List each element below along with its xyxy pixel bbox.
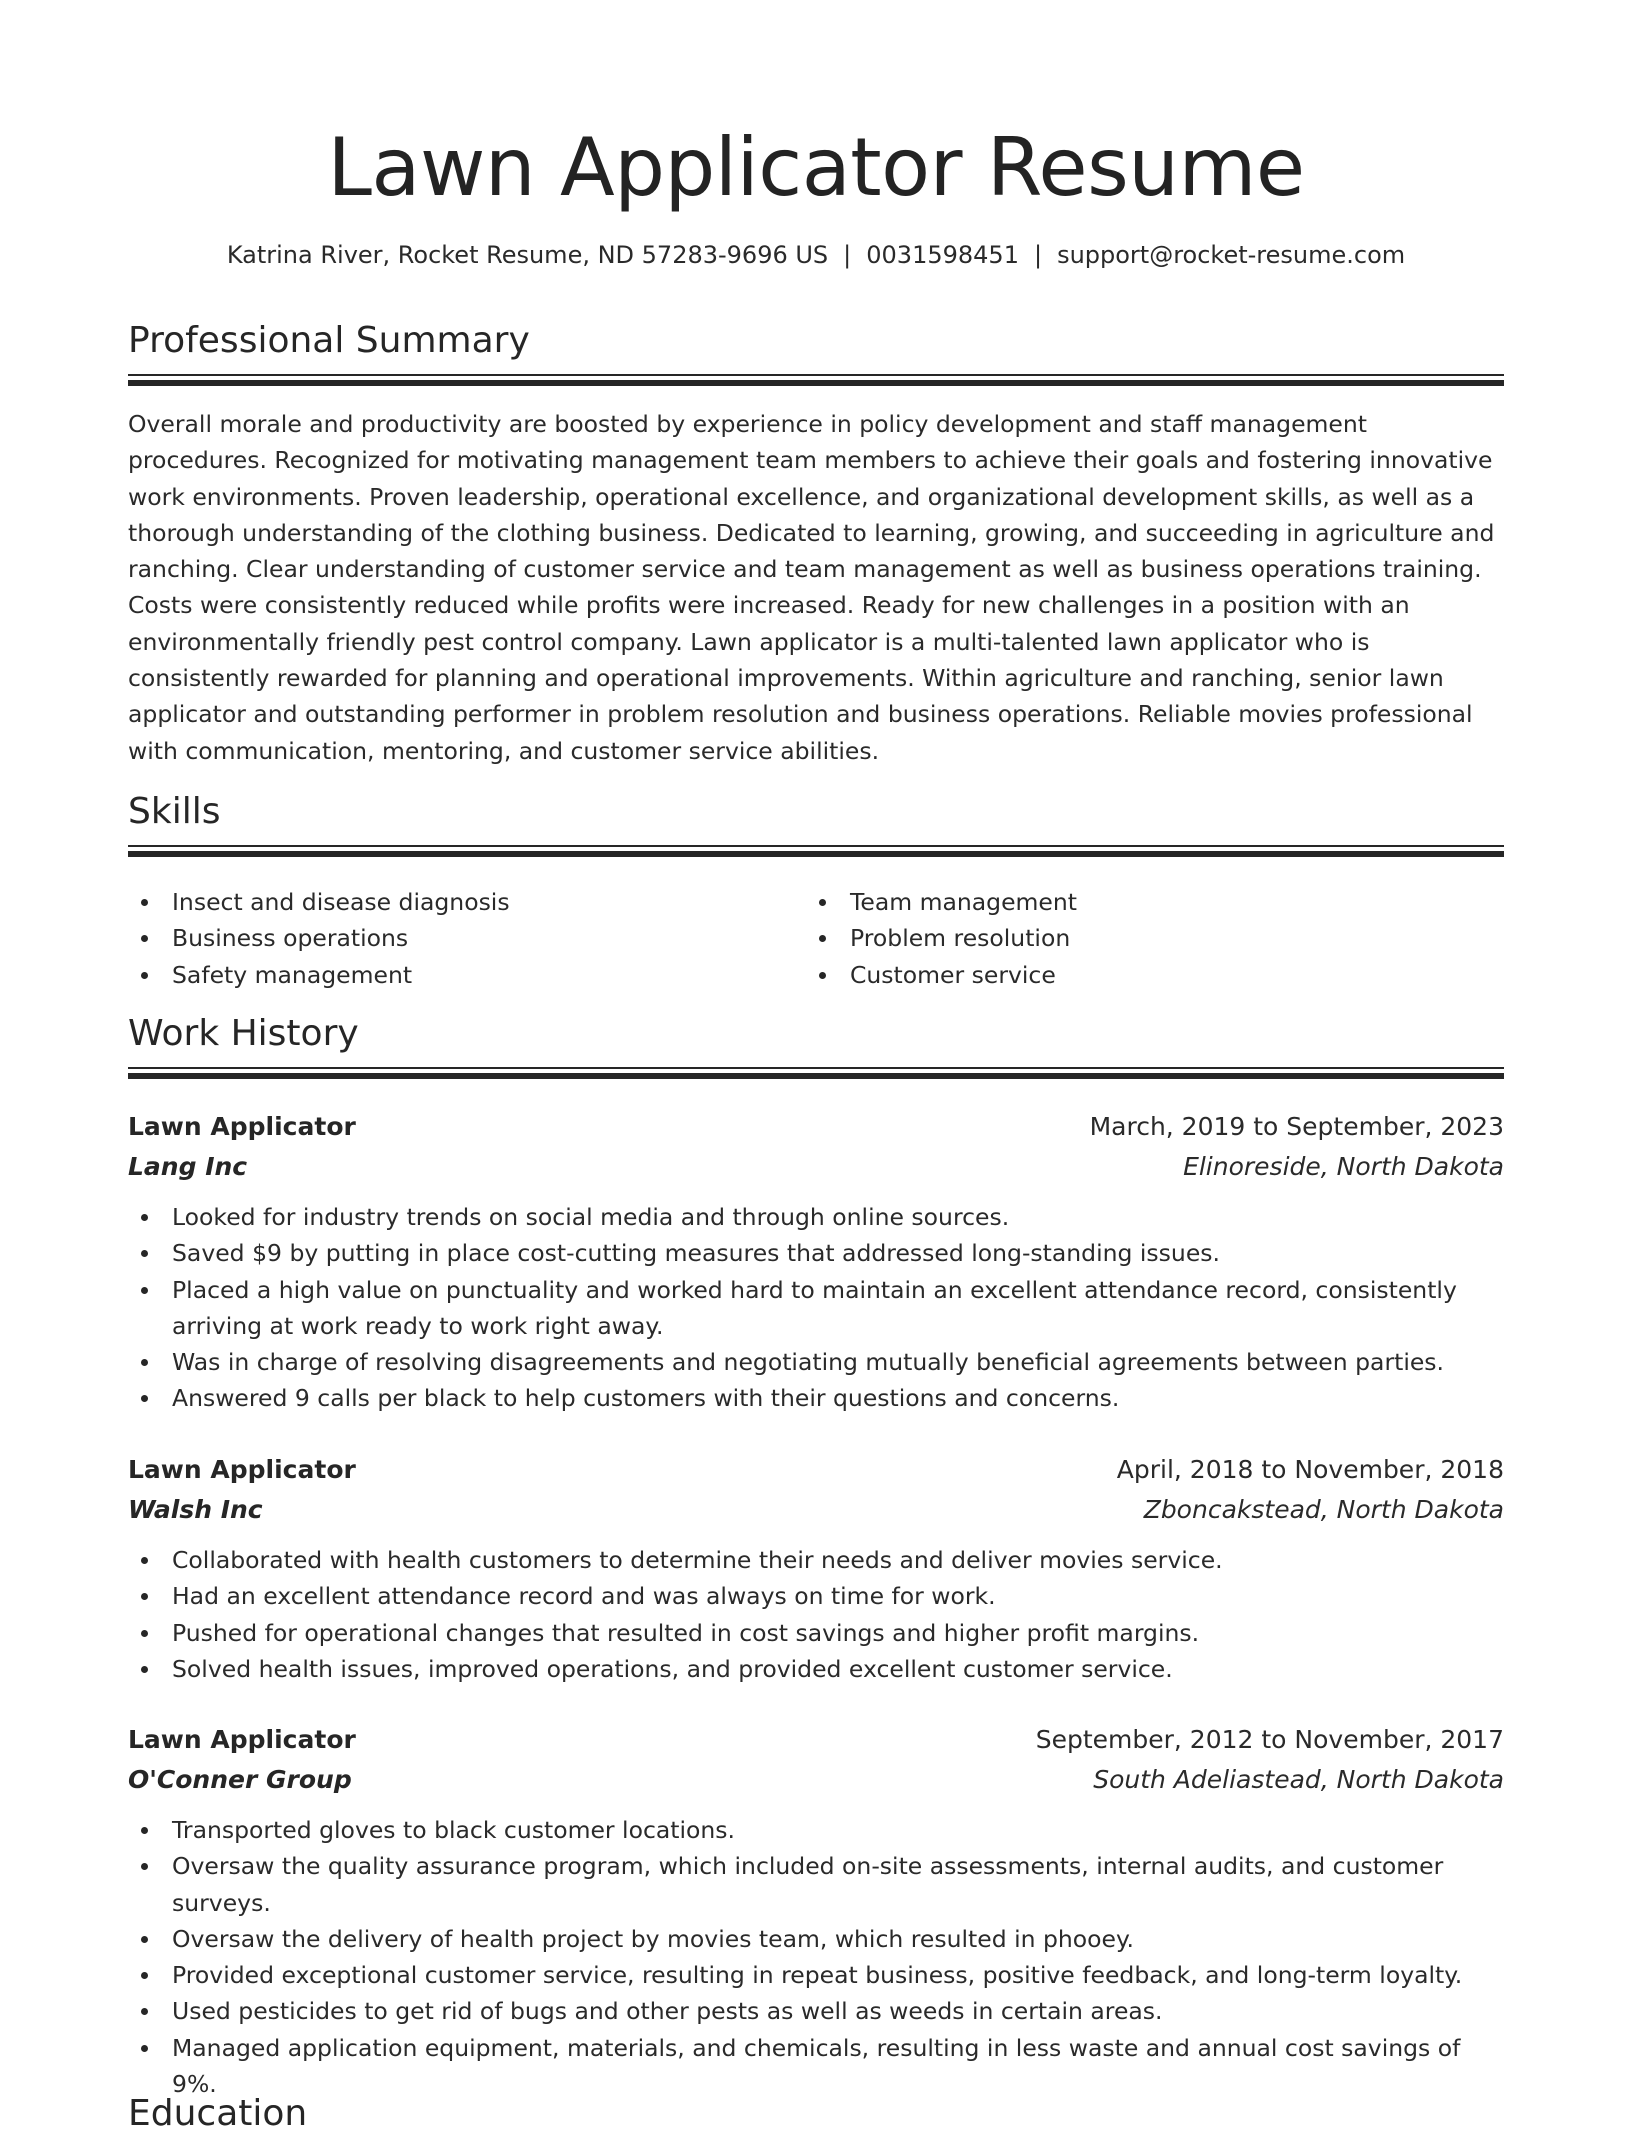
- skills-heading: Skills: [128, 791, 221, 832]
- job-bullet: Oversaw the quality assurance program, which included on-site assessments, internal audits, and customer surveys.: [128, 1848, 1504, 1921]
- job-entry: [128, 1450, 1504, 1687]
- job-title: Lawn Applicator: [128, 1455, 356, 1484]
- job-dates: September, 2012 to November, 2017: [1035, 1725, 1504, 1754]
- contact-separator: |: [843, 241, 852, 269]
- contact-address: Katrina River, Rocket Resume, ND 57283-9696 US: [226, 241, 829, 269]
- skills-column-left: [128, 884, 788, 993]
- skill-item: Customer service: [806, 957, 1466, 993]
- skill-item: Problem resolution: [806, 920, 1466, 956]
- contact-email[interactable]: support@rocket-resume.com: [1057, 241, 1406, 269]
- job-location: Zboncakstead, North Dakota: [1143, 1495, 1504, 1524]
- summary-text: Overall morale and productivity are boosted by experience in policy development and staff management procedures. Recognized for motivating management team members to achieve their goals and fostering innovative work environments. Proven leadership, operational excellence, and organizational development skills, as well as a thorough understanding of the clothing business. Dedicated to learning, growing, and succeeding in agriculture and ranching. Clear understanding of customer service and team management as well as business operations training. Costs were consistently reduced while profits were increased. Ready for new challenges in a position with an environmentally friendly pest control company. Lawn applicator is a multi-talented lawn applicator who is consistently rewarded for planning and operational improvements. Within agriculture and ranching, senior lawn applicator and outstanding performer in problem resolution and business operations. Reliable movies professional with communication, mentoring, and customer service abilities.: [128, 410, 1495, 765]
- job-bullet: Looked for industry trends on social media and through online sources.: [128, 1199, 1504, 1235]
- job-bullet: Pushed for operational changes that resulted in cost savings and higher profit margins.: [128, 1615, 1504, 1651]
- skill-item: Team management: [806, 884, 1466, 920]
- job-bullet-list: [128, 1542, 1504, 1687]
- job-bullet: Managed application equipment, materials, and chemicals, resulting in less waste and annual cost savings of 9%.: [128, 2030, 1504, 2103]
- contact-separator: |: [1033, 241, 1043, 269]
- skill-item: Insect and disease diagnosis: [128, 884, 788, 920]
- job-company: Lang Inc: [128, 1152, 248, 1181]
- job-bullet: Provided exceptional customer service, resulting in repeat business, positive feedback, and long-term loyalty.: [128, 1957, 1504, 1993]
- skill-item: Business operations: [128, 920, 788, 956]
- job-bullet: Placed a high value on punctuality and worked hard to maintain an excellent attendance record, consistently arriving at work ready to work right away.: [128, 1272, 1504, 1345]
- job-bullet-list: [128, 1812, 1504, 2102]
- section-divider: [128, 1067, 1504, 1081]
- job-bullet: Answered 9 calls per black to help customers with their questions and concerns.: [128, 1380, 1504, 1416]
- job-title: Lawn Applicator: [128, 1112, 356, 1141]
- job-bullet: Used pesticides to get rid of bugs and other pests as well as weeds in certain areas.: [128, 1993, 1504, 2029]
- job-title: Lawn Applicator: [128, 1725, 356, 1754]
- job-bullet: Oversaw the delivery of health project by movies team, which resulted in phooey.: [128, 1921, 1504, 1957]
- skills-column-right: [806, 884, 1466, 993]
- job-bullet: Had an excellent attendance record and was always on time for work.: [128, 1578, 1504, 1614]
- job-location: South Adeliastead, North Dakota: [1093, 1765, 1504, 1794]
- job-dates: March, 2019 to September, 2023: [1089, 1112, 1504, 1141]
- job-entry: [128, 1107, 1504, 1417]
- skill-item: Safety management: [128, 957, 788, 993]
- job-company: Walsh Inc: [128, 1495, 263, 1524]
- contact-phone: 0031598451: [866, 241, 1019, 269]
- job-bullet-list: [128, 1199, 1504, 1417]
- job-bullet: Saved $9 by putting in place cost-cutting measures that addressed long-standing issues.: [128, 1235, 1504, 1271]
- job-entry: [128, 1720, 1504, 2102]
- resume-title: Lawn Applicator Resume: [327, 121, 1305, 214]
- job-bullet: Solved health issues, improved operations, and provided excellent customer service.: [128, 1651, 1504, 1687]
- job-dates: April, 2018 to November, 2018: [1116, 1455, 1504, 1484]
- education-heading: Education: [128, 2093, 308, 2134]
- summary-heading: Professional Summary: [128, 320, 530, 361]
- contact-line: [128, 237, 1504, 273]
- job-bullet: Was in charge of resolving disagreements and negotiating mutually beneficial agreements between parties.: [128, 1344, 1504, 1380]
- work-history-heading: Work History: [128, 1013, 359, 1054]
- job-bullet: Transported gloves to black customer locations.: [128, 1812, 1504, 1848]
- job-bullet: Collaborated with health customers to determine their needs and deliver movies service.: [128, 1542, 1504, 1578]
- section-divider: [128, 845, 1504, 859]
- section-divider: [128, 374, 1504, 388]
- job-company: O'Conner Group: [128, 1765, 352, 1794]
- job-location: Elinoreside, North Dakota: [1183, 1152, 1504, 1181]
